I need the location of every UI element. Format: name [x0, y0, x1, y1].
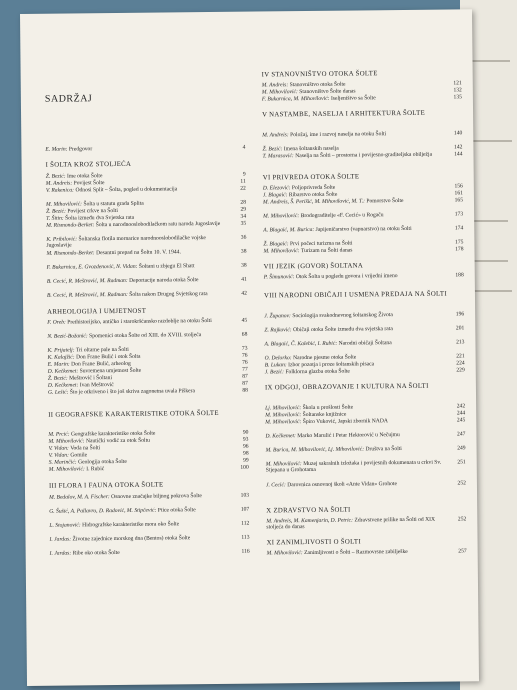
toc-entry	[264, 339, 464, 347]
toc-entry-text	[47, 318, 247, 326]
toc-page-number: 41	[241, 276, 247, 283]
toc-title: Ptice otoka Šolte	[157, 507, 196, 514]
toc-title: Stanovništvo Šolte danas	[299, 88, 356, 96]
toc-title: Marko Marulić i Petar Hektorović u Nečujmu	[297, 432, 400, 440]
toc-author: M. Mihovilović:	[266, 550, 303, 557]
toc-title: Povijest Šolte	[73, 180, 105, 187]
toc-page-number: 175	[454, 239, 464, 246]
toc-title: Što je otkriveno i što još skriva zagonetna uvala Piškera	[69, 388, 195, 396]
toc-title: Otok Šolta u pogledu govora i vrijedni imeno	[295, 273, 398, 281]
toc-author: M. Mihovilović:	[265, 461, 302, 468]
toc-author: G. Lešić:	[47, 389, 69, 396]
toc-page-number: 224	[456, 360, 465, 367]
toc-title: Geografske karakteristike otoka Šolte	[71, 430, 156, 438]
toc-page-number: 73	[241, 345, 248, 352]
toc-entry-text	[47, 263, 247, 271]
toc-page-number: 96	[242, 443, 249, 450]
toc-entry-text	[262, 94, 462, 102]
toc-entry-text	[265, 431, 465, 439]
toc-page-number: 196	[455, 311, 465, 318]
toc-right-column	[261, 9, 467, 557]
toc-entry-text	[263, 246, 463, 254]
section-heading: I ŠOLTA KROZ STOLJEĆA	[45, 160, 132, 169]
toc-title: Škola u prošlosti Šolte	[302, 404, 354, 412]
toc-page-number: 247	[457, 431, 466, 438]
toc-author: D. Kečkemet:	[265, 433, 296, 440]
toc-page-number: 45	[241, 317, 248, 324]
toc-author: A. Blagaić, M. Burica:	[263, 226, 315, 234]
toc-author: B. Lukan:	[264, 362, 287, 369]
toc-title: Don Frane Bulić, arheolog	[71, 360, 131, 368]
toc-entry-text	[49, 521, 249, 529]
toc-entry	[49, 507, 249, 515]
toc-title: Desantni prepad na Šoltu 10. V. 1944.	[96, 249, 181, 257]
toc-entry-text	[47, 332, 247, 340]
toc-title: Japijeničarstvo (vapnarstvo) na otoku Šolti	[315, 225, 412, 233]
toc-author: M. Prcić:	[48, 431, 70, 438]
toc-author: M. Andreis:	[45, 180, 73, 187]
toc-author: M. Mihovilović:	[261, 89, 298, 96]
toc-entry-text	[263, 211, 463, 219]
section-heading: IV STANOVNIŠTVO OTOKA ŠOLTE	[261, 70, 378, 79]
toc-entry	[47, 332, 247, 340]
toc-page-number: 76	[241, 352, 248, 359]
toc-title: Ribarstvo otoka Šolte	[288, 191, 338, 199]
toc-title: Povijest crkve na Šolti	[67, 207, 118, 215]
toc-title: Odnosi Split – Šolta, pogled u dokumentacija	[75, 186, 178, 194]
toc-author: Ž. Blagaić:	[263, 241, 289, 248]
toc-author: B. Cecić, R. Meštrović, M. Radman:	[46, 291, 128, 299]
toc-author: T. Šitin:	[46, 215, 64, 222]
toc-entry-text	[265, 367, 465, 375]
toc-title: Stanovništvo otoka Šolte	[289, 81, 346, 89]
toc-page-number: 251	[457, 459, 466, 466]
toc-title: Iseljeništvo sa Šolte	[330, 95, 376, 102]
toc-title: Položaj, ime i razvoj naselja na otoku Šolti	[290, 131, 387, 139]
section-heading: II GEOGRAFSKE KARAKTERISTIKE OTOKA ŠOLTE	[48, 409, 219, 419]
section-heading: X ZDRAVSTVO NA ŠOLTI	[266, 506, 351, 515]
toc-author: M. Mihovilović:	[265, 419, 302, 426]
toc-title: Prvi počeci turizma na Šolti	[289, 240, 353, 248]
toc-title: Špiro Vuković, Japski zbornik NADA	[302, 418, 388, 426]
toc-author: M. Mihovilović:	[48, 466, 85, 473]
toc-entry	[265, 431, 465, 439]
toc-author: M. Andreis, M. Kamenjarin, D. Petric:	[266, 517, 354, 525]
toc-author: D. Elezović:	[262, 185, 291, 192]
toc-title: Pomorstvo Šolte	[366, 197, 404, 205]
toc-author: E. Marin:	[45, 146, 68, 153]
toc-author: M. Mihovilović:	[45, 201, 83, 208]
toc-entry	[49, 535, 249, 543]
toc-title: Brodograditelje «F. Cecić» u Rogaču	[300, 212, 384, 220]
toc-entry-text	[47, 291, 247, 299]
toc-author: K. Pribilović:	[46, 236, 78, 243]
toc-title: Osnovne značajke biljnog pokrova Šolte	[111, 493, 202, 501]
toc-entry	[47, 277, 247, 285]
toc-author: N. Bezić-Božanić:	[47, 333, 88, 340]
toc-page-number: 103	[240, 492, 250, 499]
toc-author: M. Andreis:	[261, 82, 289, 89]
toc-page-number: 99	[243, 457, 249, 464]
toc-title: Deportacije naroda otoka Šolte	[129, 277, 199, 284]
toc-title: Folklorna glazba otoka Šolte	[285, 368, 350, 376]
toc-title: Narodne pjesme otoka Šolte	[293, 354, 357, 362]
toc-author: K. Prijatelj:	[47, 347, 75, 354]
toc-entry-text	[49, 535, 249, 543]
toc-title: Meštrović i Šoltani	[69, 375, 113, 382]
toc-entry	[265, 417, 465, 425]
toc-page-number: 140	[453, 130, 463, 137]
toc-author: F. Bukarnica, E. Gvozdenović, N. Vidan:	[46, 263, 138, 271]
toc-page-number: 201	[455, 325, 465, 332]
toc-title: Don Frane Bulić i otok Šolta	[76, 353, 141, 361]
toc-entry-text	[49, 507, 249, 515]
toc-title: Voda na Šolti	[70, 445, 101, 452]
toc-title: Šolta nakon Drugog Svjetskog rata	[129, 291, 208, 298]
toc-entry	[49, 493, 249, 501]
toc-author: M. Rismondo-Berket:	[46, 250, 95, 257]
toc-entry-text	[266, 459, 466, 473]
section-heading: ARHEOLOGIJA I UMJETNOST	[47, 307, 147, 316]
toc-entry-text	[46, 221, 246, 229]
toc-title: Zdravstvene prilike na Šolti od XIX stoljeća do danas	[266, 516, 436, 531]
toc-entry	[47, 318, 247, 326]
toc-author: Ž. Bezić:	[47, 375, 68, 382]
toc-author: Lj. Mihovilović:	[265, 405, 302, 412]
toc-title: Naselja na Šolti – prostorna i povijesno-graditeljska obilježja	[295, 151, 433, 160]
toc-title: Sociologija svakodnevnog šoltanskog Života	[292, 312, 393, 320]
toc-author: K. Kalajžić:	[47, 354, 75, 361]
toc-page-number: 36	[240, 234, 247, 241]
toc-page-number: 9	[242, 171, 246, 178]
toc-author: M. Mihovilović:	[263, 213, 300, 220]
toc-page-number: 257	[458, 548, 467, 555]
toc-author: M. Mihovilović:	[263, 248, 300, 255]
toc-entry-text	[46, 186, 246, 194]
toc-page-number: 112	[241, 520, 250, 527]
toc-page-number: 156	[454, 183, 463, 190]
toc-page-number: 249	[457, 445, 466, 452]
toc-page-number: 188	[455, 272, 464, 279]
toc-page-number: 77	[242, 366, 248, 373]
toc-title: Darovnica osnovnoj školi «Ante Vidan» Grohote	[287, 481, 397, 489]
toc-title: Društva na Šolti	[365, 446, 402, 453]
toc-title: Šolta između dva Svjetska rata	[65, 214, 135, 222]
toc-author: G. Šušić, A. Pallavro, D. Radović, M. Stipčević:	[49, 507, 157, 515]
toc-page-number: 213	[456, 339, 465, 346]
toc-page-number: 161	[454, 190, 463, 197]
toc-page-number: 252	[457, 480, 466, 487]
toc-title: Ribe oko otoka Šolte	[72, 549, 120, 557]
toc-entry-text	[266, 445, 466, 453]
toc-entry	[46, 235, 246, 249]
toc-entry	[262, 130, 462, 138]
toc-author: A. Blagaić, Č. Kalebić, I. Rubić:	[264, 340, 338, 348]
section-heading: IX ODGOJ, OBRAZOVANJE I KULTURA NA ŠOLTI	[264, 382, 429, 392]
toc-entry-text	[263, 197, 463, 205]
page-title: SADRŽAJ	[44, 93, 93, 105]
toc-author: M. Andreis:	[262, 132, 289, 139]
section-heading: V NASTAMBE, NASELJA I ARHITEKTURA ŠOLTE	[262, 109, 426, 119]
toc-page-number: 22	[240, 185, 246, 192]
toc-entry	[263, 225, 463, 233]
section-heading: III FLORA I FAUNA OTOKA ŠOLTE	[48, 481, 164, 490]
toc-title: Šoltanska flotila mornarice narodnooslobodilačke vojske Jugoslavije	[46, 235, 206, 249]
toc-page-number: 121	[453, 80, 462, 87]
toc-entry	[50, 549, 250, 557]
toc-title: Običaji otoka Šolte između dva svjetska rata	[293, 326, 393, 334]
toc-entry-text	[263, 225, 463, 233]
toc-author: D. Kečkemet:	[47, 382, 79, 389]
toc-author: S. Marinčić:	[48, 459, 77, 466]
toc-entry-text	[45, 145, 245, 153]
toc-page-number: 144	[454, 151, 463, 158]
toc-title: Nautički vodić za otok Šoltu	[85, 437, 150, 445]
toc-page-number: 252	[457, 516, 467, 523]
toc-author: F. Oreb:	[47, 319, 66, 326]
toc-page-number: 90	[242, 429, 249, 436]
toc-title: Gomile	[70, 452, 88, 459]
toc-author: M. Mihovilović:	[265, 412, 302, 419]
toc-title: Predgovor	[68, 146, 93, 153]
toc-entry-text	[266, 516, 466, 530]
toc-title: Hidrografske karakteristike mora oko Šolte	[82, 521, 180, 529]
toc-author: J. Cecić:	[265, 482, 286, 489]
toc-entry	[263, 197, 463, 205]
toc-author: P. Šimunović:	[263, 274, 295, 281]
toc-author: I. Jardas:	[49, 536, 72, 543]
toc-author: M. Andreis, Š. Perišić, M. Mihovilović, M. T.:	[262, 198, 365, 206]
toc-author: Ž. Bezić:	[262, 146, 283, 153]
toc-title: Životne zajednice morskog dna (Bentos) otoka Šolte	[72, 535, 191, 543]
section-heading: VII JEZIK (GOVOR) ŠOLTANA	[263, 262, 364, 271]
toc-page-number: 242	[456, 403, 466, 410]
toc-page-number: 42	[241, 290, 247, 297]
toc-title: Šolta u narodnooslobodilačkom ratu naroda Jugoslavije	[95, 220, 221, 229]
toc-entry	[49, 465, 249, 473]
toc-page-number: 29	[240, 206, 247, 213]
toc-title: Ivan Meštrović	[79, 382, 114, 389]
toc-title: Šoltani u zbjegu El Shatt	[138, 263, 195, 270]
toc-entry-text	[266, 480, 466, 488]
toc-title: Tri oltarne pale na Šolti	[75, 346, 129, 354]
toc-page-number: 221	[456, 353, 465, 360]
toc-page-number: 165	[454, 197, 464, 204]
toc-page-number: 38	[241, 262, 247, 269]
toc-author: M. Mihovilović:	[48, 438, 85, 445]
toc-page-number: 173	[454, 211, 464, 218]
toc-author: J. Blagaić:	[262, 192, 288, 199]
toc-author: D. Kečkemet:	[47, 368, 79, 375]
toc-entry-text	[262, 130, 462, 138]
toc-title: I. Rubić	[86, 466, 105, 473]
toc-page-number: 135	[453, 94, 462, 101]
toc-entry	[46, 249, 246, 257]
toc-entry	[266, 516, 466, 530]
toc-author: I. Jardas:	[49, 550, 72, 557]
toc-author: V. Vidan:	[48, 445, 69, 452]
section-heading: XI ZANIMLJIVOSTI O ŠOLTI	[266, 538, 361, 547]
toc-entry	[264, 272, 464, 280]
toc-author: M. Bedalov, M. A. Fischer:	[49, 494, 110, 501]
toc-page-number: 11	[240, 178, 246, 185]
toc-entry	[264, 325, 464, 333]
toc-title: Imena šoltanskih naselja	[283, 145, 339, 153]
toc-entry-text	[264, 311, 464, 319]
toc-entry	[46, 186, 246, 194]
toc-page-number: 4	[242, 144, 246, 151]
toc-author: J. Županov:	[264, 313, 291, 320]
toc-page-number: 88	[242, 387, 248, 394]
toc-page-number: 38	[240, 248, 247, 255]
toc-entry	[264, 311, 464, 319]
toc-title: Geologija otoka Šolte	[78, 458, 127, 466]
toc-author: F. Bukarnica, M. Mihovilović:	[261, 95, 330, 103]
toc-title: Izbor pozotja i proze šoltanskih pisaca	[288, 361, 375, 369]
toc-entry-text	[264, 339, 464, 347]
toc-author: V. Vidan:	[48, 452, 69, 459]
toc-page-number: 244	[456, 410, 466, 417]
toc-entry	[47, 263, 247, 271]
toc-author: O. Delorko:	[264, 355, 292, 362]
toc-page-number: 28	[240, 199, 247, 206]
toc-title: Ime otoka Šolte	[66, 173, 103, 180]
toc-author: T. Marasović:	[262, 153, 294, 160]
toc-page-number: 142	[453, 144, 463, 151]
toc-page-number: 93	[242, 436, 249, 443]
toc-author: Z. Rajković:	[264, 327, 292, 334]
toc-author: M. Rismondo-Berket:	[46, 222, 95, 229]
toc-entry-text	[48, 388, 248, 396]
toc-entry-text	[47, 277, 247, 285]
toc-entry	[266, 459, 466, 473]
book-page	[20, 9, 479, 686]
toc-title: Prethistorijsko, antičko i starokršćansko razdoblje na otoku Šolti	[67, 318, 212, 326]
toc-page-number: 178	[455, 246, 464, 253]
toc-page-number: 174	[454, 225, 464, 232]
toc-title: Spomenici otoka Šolte od XIII. do XVIII. stoljeća	[89, 332, 202, 340]
toc-entry	[49, 521, 249, 529]
toc-entry-text	[46, 249, 246, 257]
toc-entry-text	[264, 272, 464, 280]
toc-page-number: 100	[240, 464, 249, 471]
toc-entry	[45, 145, 245, 153]
toc-entry	[267, 548, 467, 556]
toc-title: Šolta u statutu grada Splita	[83, 200, 144, 208]
toc-author: V. Rakenica:	[45, 187, 75, 194]
toc-page-number: 116	[241, 548, 250, 555]
toc-author: J. Bezić:	[264, 369, 285, 376]
section-heading: VI PRIVREDA OTOKA ŠOLTE	[262, 173, 360, 182]
toc-entry	[266, 445, 466, 453]
toc-page-number: 107	[240, 506, 250, 513]
toc-page-number: 87	[242, 373, 248, 380]
toc-page-number: 35	[240, 220, 247, 227]
toc-author: Ž. Bezić:	[46, 208, 66, 215]
toc-entry-text	[265, 417, 465, 425]
toc-page-number: 34	[240, 213, 247, 220]
toc-page-number: 68	[241, 331, 248, 338]
toc-author: L. Stojanović:	[49, 522, 81, 529]
toc-entry-text	[50, 549, 250, 557]
toc-entry	[262, 94, 462, 102]
toc-entry	[263, 211, 463, 219]
toc-entry	[47, 291, 247, 299]
toc-title: Suvremena umjetnost Šolte	[79, 367, 142, 375]
toc-entry	[263, 246, 463, 254]
toc-page-number: 113	[241, 534, 250, 541]
toc-entry	[48, 388, 248, 396]
toc-entry	[266, 480, 466, 488]
toc-page-number: 76	[242, 359, 248, 366]
section-heading: VIII NARODNI OBIČAJI I USMENA PREDAJA NA ŠOLTI	[263, 290, 447, 300]
toc-entry-text	[262, 151, 462, 159]
toc-title: Šoltanske knjižnice	[302, 411, 347, 419]
toc-entry-text	[264, 325, 464, 333]
toc-author: M. Burica, M. Mihovilović, Lj. Mihovilović:	[265, 446, 365, 454]
toc-page-number: 245	[456, 417, 466, 424]
toc-entry-text	[46, 235, 246, 249]
toc-title: Turizam na Šolti danas	[300, 247, 353, 255]
toc-author: Ž. Bezić:	[45, 173, 66, 180]
toc-title: Zanimljivosti o Šolti – Razmovrsne zabilješke	[304, 548, 408, 557]
toc-page-number: 87	[242, 380, 248, 387]
toc-title: Muzej sakralnih izložaka i povijesnih dokumenata u crkvi Sv. Stjepana u Grohotama	[265, 459, 442, 474]
toc-title: Narodni običaji Šoltana	[338, 340, 392, 347]
toc-entry-text	[267, 548, 467, 556]
toc-entry	[265, 367, 465, 375]
toc-entry-text	[49, 493, 249, 501]
toc-author: E. Marin:	[47, 361, 70, 368]
toc-page-number: 98	[242, 450, 249, 457]
toc-page-number: 229	[456, 367, 465, 374]
toc-entry	[262, 151, 462, 159]
toc-title: Poljoprivreda Šolte	[291, 184, 336, 192]
toc-page-number: 132	[453, 87, 462, 94]
toc-entry	[46, 221, 246, 229]
toc-author: B. Cecić, R. Meštrović, M. Radman:	[46, 277, 128, 285]
toc-entry-text	[49, 465, 249, 473]
